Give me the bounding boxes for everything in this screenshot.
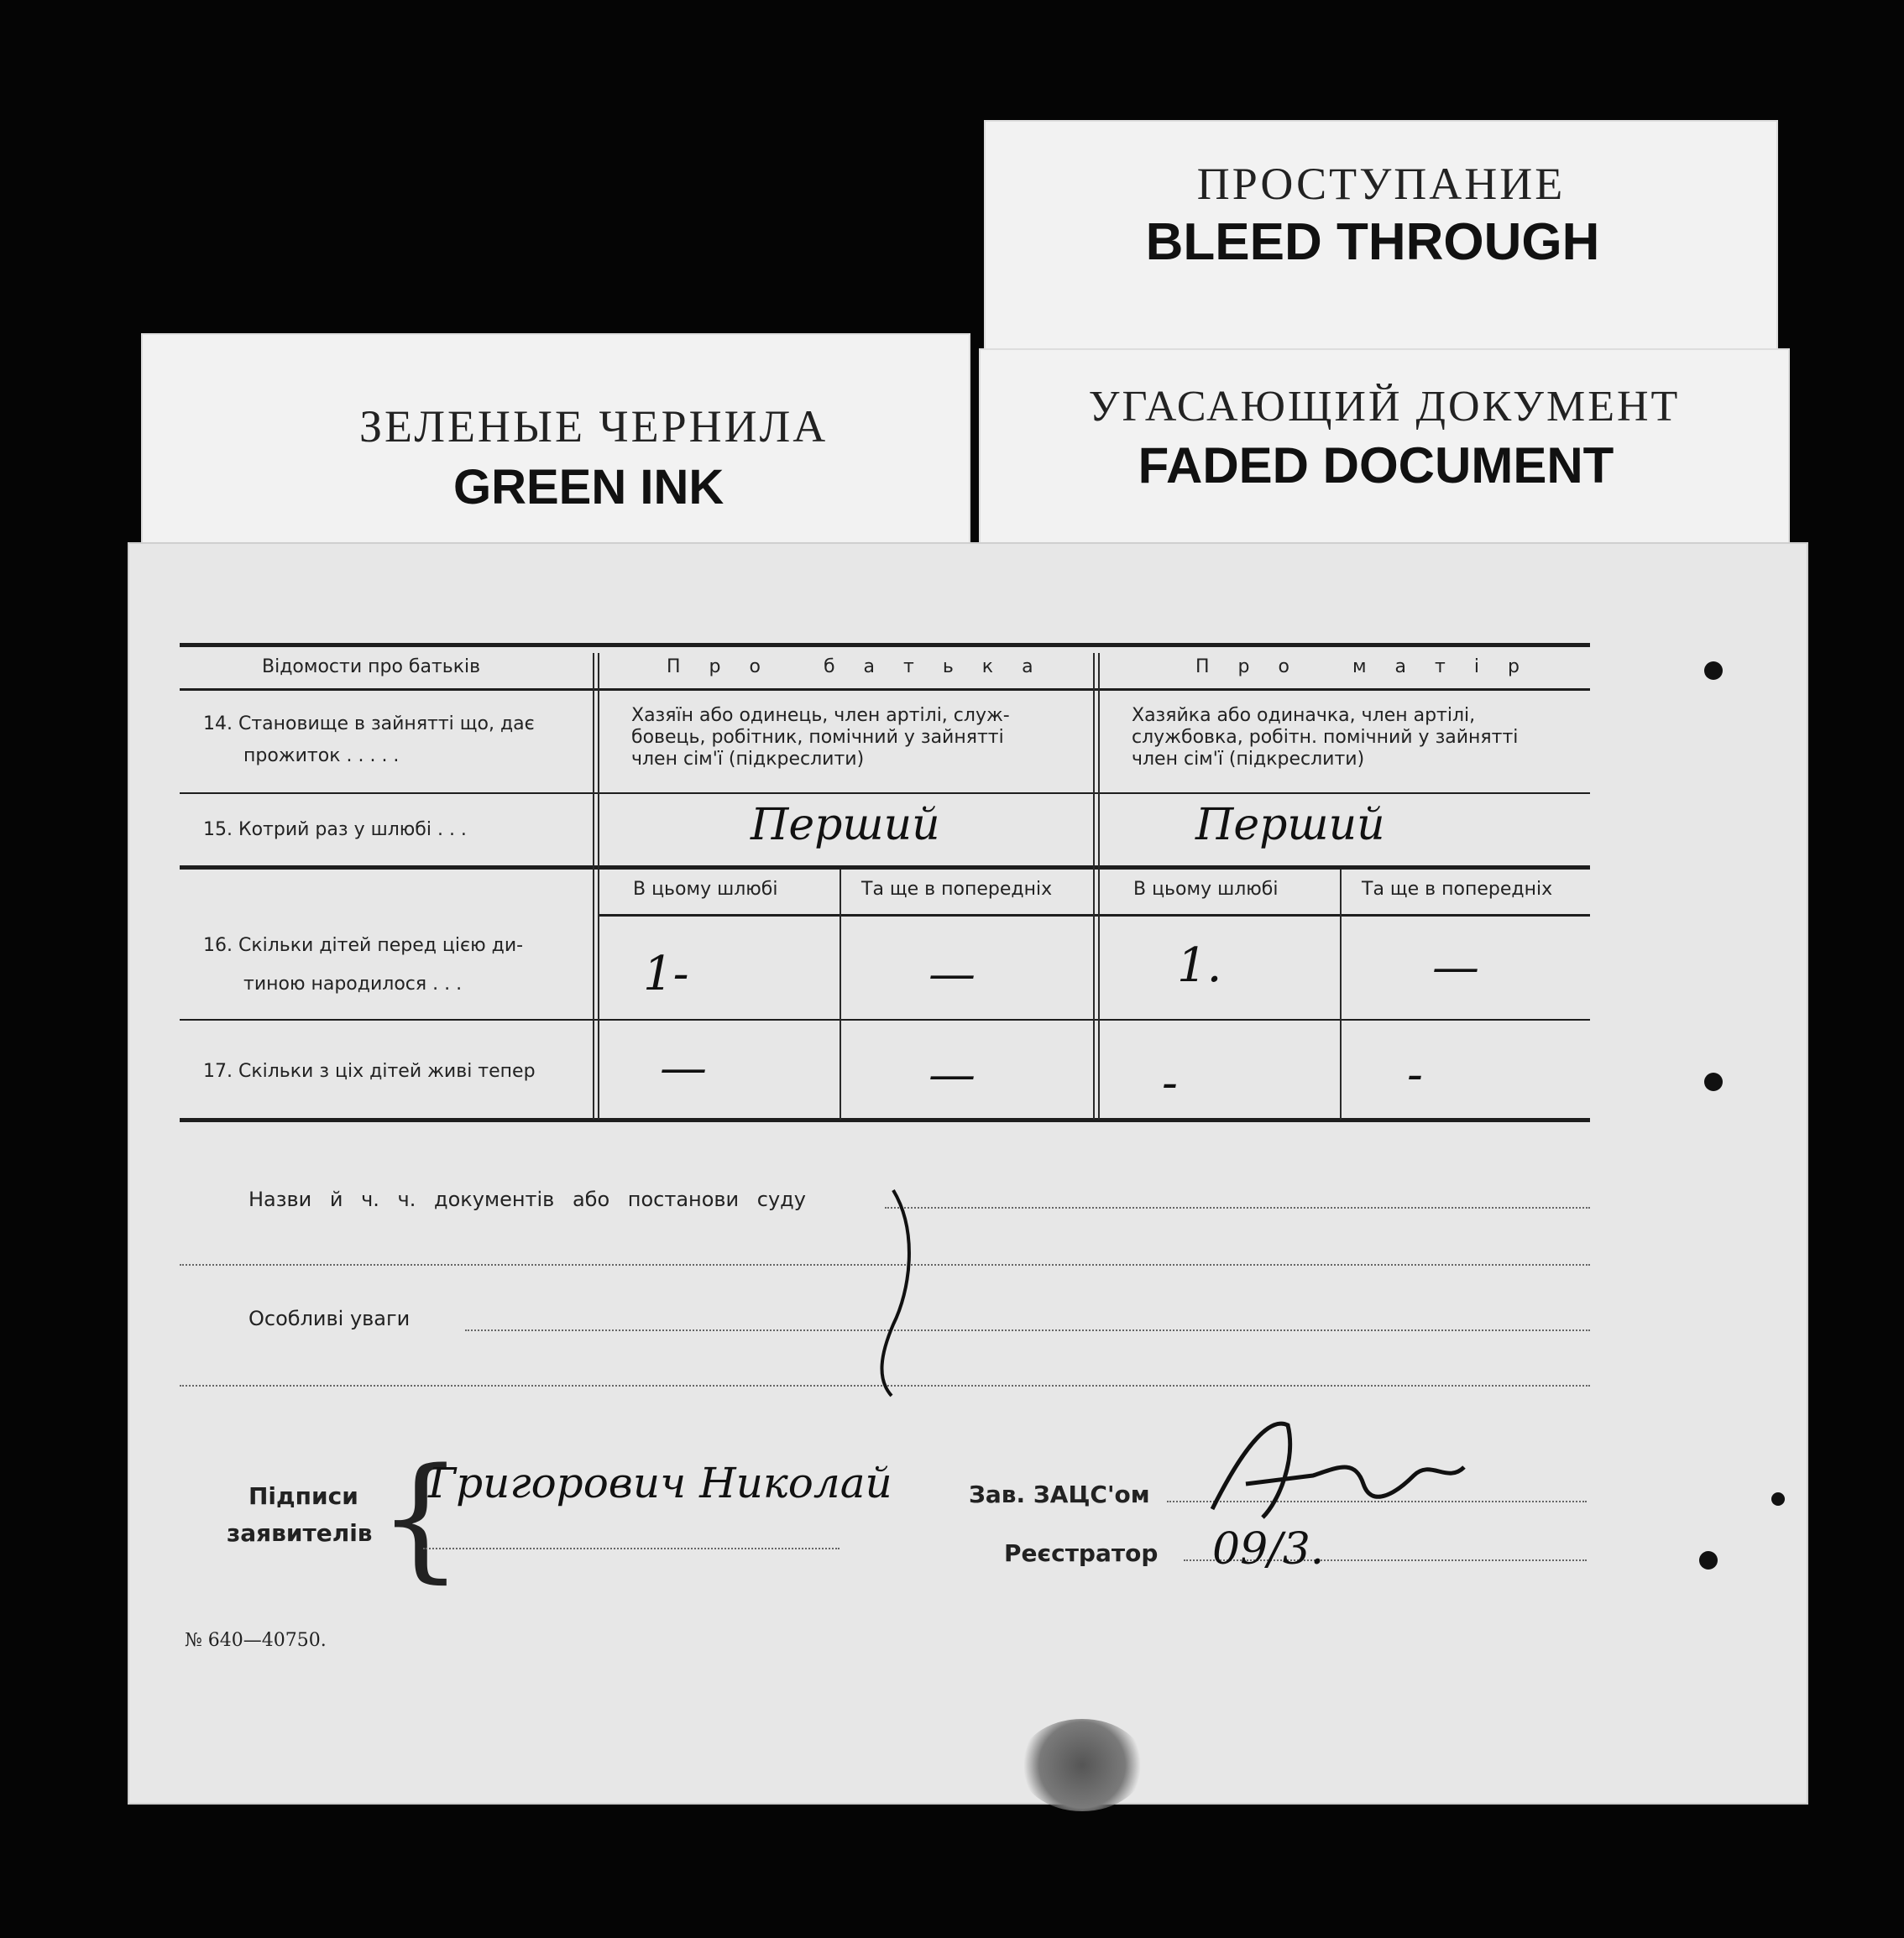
punch-hole — [1771, 1492, 1785, 1506]
row14-label-2: прожиток . . . . . — [243, 745, 400, 766]
bleed-through-ru: ПРОСТУПАНИЕ — [1196, 159, 1566, 209]
punch-hole — [1704, 1073, 1723, 1091]
row15-rule — [180, 865, 1590, 870]
subhead-rule — [599, 914, 1590, 917]
row17-father-current: — — [660, 1041, 707, 1095]
row14-label-1: 14. Становище в зайнятті що, дає — [203, 713, 535, 734]
row17-label: 17. Скільки з ціх дітей живі тепер — [203, 1061, 536, 1082]
green-ink-tag — [141, 333, 970, 553]
col-divider-2 — [1093, 653, 1095, 1120]
head-of-registry-label: Зав. ЗАЦС'ом — [969, 1481, 1150, 1508]
signatures-label-1: Підписи — [248, 1482, 358, 1510]
applicant-signature-line — [423, 1548, 840, 1549]
father-previous: Та ще в попередніх — [861, 879, 1053, 900]
notes-line-1 — [465, 1329, 1590, 1331]
row14-rule — [180, 792, 1590, 794]
notes-label: Особливі уваги — [248, 1307, 411, 1330]
green-ink-ru: ЗЕЛЕНЫЕ ЧЕРНИЛА — [359, 401, 829, 452]
row17-father-previous: — — [928, 1047, 976, 1102]
header-parents-info: Відомости про батьків — [262, 656, 481, 677]
registrar-signature: 09/3. — [1212, 1524, 1325, 1575]
form-number: № 640—40750. — [185, 1630, 327, 1651]
table-top-rule — [180, 643, 1590, 647]
row16-label-2: тиною народилося . . . — [243, 974, 463, 995]
punch-hole — [1699, 1551, 1718, 1570]
pen-stroke-mark — [860, 1182, 952, 1400]
header-about-father: Про батька — [667, 656, 1062, 677]
mother-in-marriage: В цьому шлюбі — [1133, 879, 1279, 900]
row14-mother-options: Хазяйка або одиначка, член артілі, службовка, робітн. помічний у зайнятті член сім'ї (підкреслити) — [1132, 705, 1519, 770]
row16-label-1: 16. Скільки дітей перед цією ди- — [203, 935, 524, 956]
row17-mother-current: - — [1162, 1056, 1178, 1110]
documents-line-1 — [885, 1207, 1590, 1209]
row15-label: 15. Котрий раз у шлюбі . . . — [203, 819, 467, 840]
green-ink-en: GREEN INK — [453, 460, 724, 515]
applicant-signature: Григорович Николай — [428, 1459, 892, 1507]
col-divider-2b — [1098, 653, 1100, 1120]
documents-label: Назви й ч. ч. документів або постанови суду — [248, 1188, 806, 1211]
row15-mother-value: Перший — [1195, 800, 1385, 850]
signatures-brace: { — [378, 1439, 463, 1596]
row16-mother-previous: — — [1432, 940, 1479, 995]
col-divider-mother — [1340, 870, 1342, 1120]
faded-document-ru: УГАСАЮЩИЙ ДОКУМЕНТ — [1088, 383, 1681, 431]
father-in-marriage: В цьому шлюбі — [633, 879, 778, 900]
head-of-registry-signature — [1195, 1408, 1514, 1534]
header-about-mother: Про матір — [1195, 656, 1548, 677]
signatures-label-2: заявителів — [227, 1519, 373, 1547]
punch-hole — [1704, 661, 1723, 680]
col-divider-father — [840, 870, 841, 1120]
bleed-through-en: BLEED THROUGH — [1145, 213, 1600, 271]
row16-father-previous: — — [928, 947, 976, 1001]
faded-document-en: FADED DOCUMENT — [1138, 437, 1614, 494]
record-form — [129, 544, 1807, 1803]
mother-previous: Та ще в попередніх — [1362, 879, 1553, 900]
faded-document-tag — [979, 348, 1790, 553]
row14-father-options: Хазяїн або одинець, член артілі, служ- бовець, робітник, помічний у зайнятті член сім'ї (підкреслити) — [631, 705, 1010, 770]
registrar-label: Реєстратор — [1004, 1539, 1159, 1567]
table-bottom-rule — [180, 1118, 1590, 1122]
row17-mother-previous: - — [1407, 1047, 1423, 1102]
row16-rule — [180, 1019, 1590, 1021]
row15-father-value: Перший — [751, 800, 940, 850]
ink-stain — [1019, 1719, 1145, 1811]
col-divider-1b — [598, 653, 599, 1120]
row16-mother-current: 1. — [1177, 938, 1222, 993]
header-rule — [180, 688, 1590, 691]
col-divider-1 — [593, 653, 594, 1120]
bleed-through-tag — [984, 120, 1778, 363]
row16-father-current: 1- — [643, 947, 689, 1001]
